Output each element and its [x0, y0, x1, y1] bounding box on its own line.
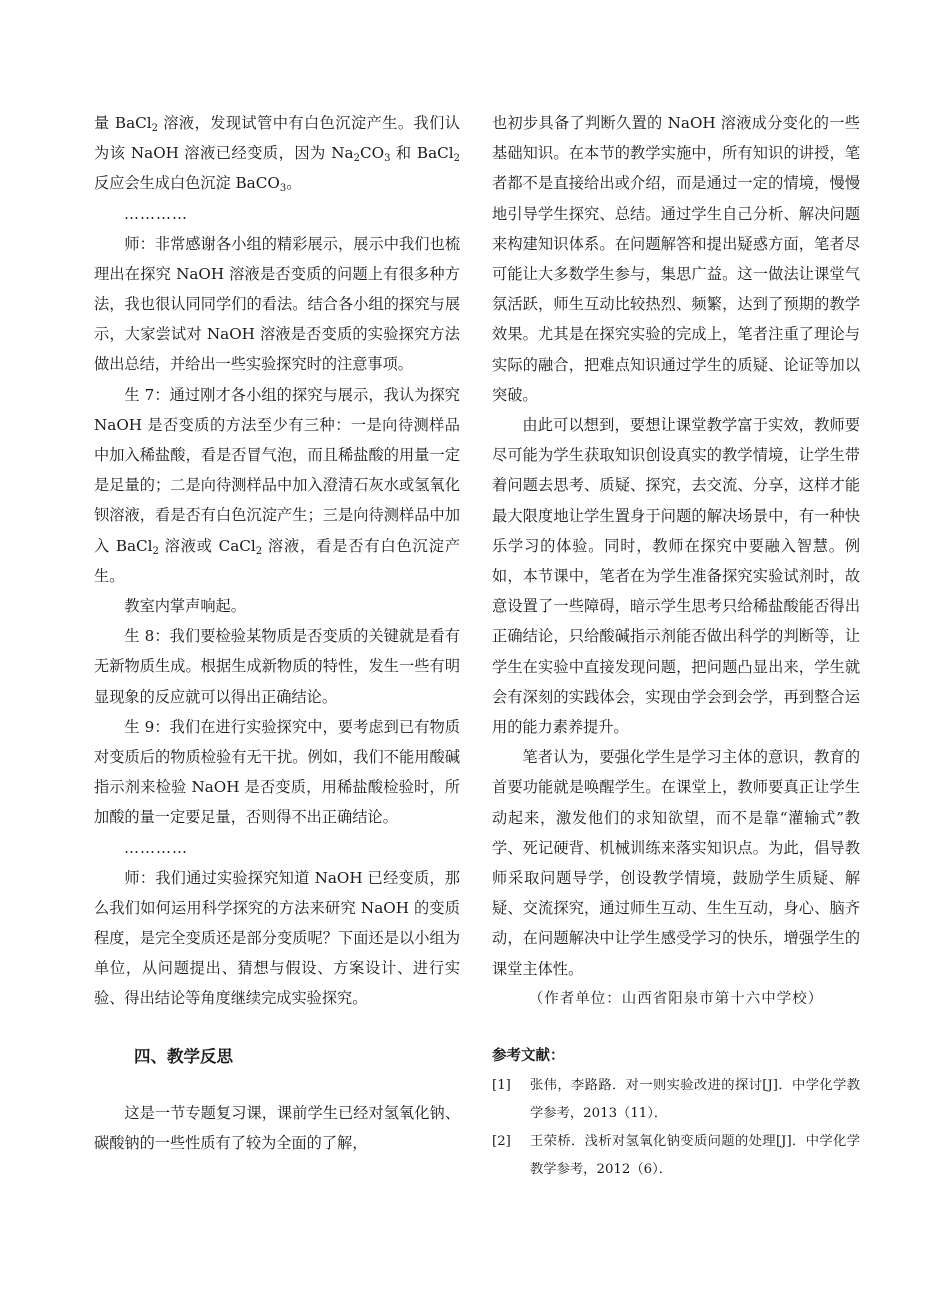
- paragraph-bacl2-test: 量 BaCl$_2$ 溶液，发现试管中有白色沉淀产生。我们认为该 NaOH 溶液已经变质，因为 $Na_2CO_3$ 和 BaCl$_2$ 反应会生成白色沉淀 BaCO$_3$。: [94, 114, 460, 195]
- references-heading: 参考文献：: [492, 1047, 565, 1064]
- reference-item: [492, 1128, 860, 1184]
- reference-text: 王荣桥．浅析对氢氧化钠变质问题的处理[J]．中学化学教学参考，2012（6）．: [530, 1133, 860, 1177]
- reference-item: [492, 1072, 860, 1128]
- left-column: [94, 108, 460, 1158]
- ellipsis-divider: …………: [124, 838, 188, 857]
- paragraph-student-8: 生 8：我们要检验某物质是否变质的关键就是看有无新物质生成。根据生成新物质的特性，发生一些有明显现象的反应就可以得出正确结论。: [94, 627, 460, 706]
- paragraph-teacher-degree: 师：我们通过实验探究知道 NaOH 已经变质，那么我们如何运用科学探究的方法来研究 NaOH 的变质程度，是完全变质还是部分变质呢？下面还是以小组为单位，从问题提出、猜想与假设、方案设计、进行实验、得出结论等角度继续完成实验探究。: [94, 868, 460, 1008]
- paragraph-student-9: 生 9：我们在进行实验探究中，要考虑到已有物质对变质后的物质检验有无干扰。例如，我们不能用酸碱指示剂来检验 NaOH 是否变质，用稀盐酸检验时，所加酸的量一定要足量，否则得不出正确结论。: [94, 717, 460, 827]
- paragraph-student-7: 生 7：通过刚才各小组的探究与展示，我认为探究 NaOH 是否变质的方法至少有三种：一是向待测样品中加入稀盐酸，看是否冒气泡，而且稀盐酸的用量一定是足量的；二是向待测样品中加入澄清石灰水或氢氧化钡溶液，看是否有白色沉淀产生；三是向待测样品中加入 BaCl$_2$ 溶液或 CaCl$_2$ 溶液，看是否有白色沉淀产生。: [94, 385, 461, 585]
- paragraph-reflection-3: 笔者认为，要强化学生是学习主体的意识，教育的首要功能就是唤醒学生。在课堂上，教师要真正让学生动起来，激发他们的求知欲望，而不是靠“灌输式”教学、死记硬背、机械训练来落实知识点。为此，倡导教师采取问题导学，创设教学情境，鼓励学生质疑、解疑、交流探究，通过师生互动、生生互动，身心、脑齐动，在问题解决中让学生感受学习的快乐，增强学生的课堂主体性。: [492, 748, 860, 978]
- author-affiliation: （作者单位：山西省阳泉市第十六中学校）: [528, 990, 824, 1007]
- section-heading: 四、教学反思: [134, 1046, 233, 1066]
- paragraph-teacher-summary: 师：非常感谢各小组的精彩展示，展示中我们也梳理出在探究 NaOH 溶液是否变质的问题上有很多种方法，我也很认同同学们的看法。结合各小组的探究与展示，大家尝试对 NaOH 溶液是否变质的实验探究方法做出总结，并给出一些实验探究时的注意事项。: [94, 234, 460, 374]
- reference-number: [2]: [492, 1133, 511, 1149]
- reference-number: [1]: [492, 1077, 511, 1093]
- paragraph-reflection-start: 这是一节专题复习课，课前学生已经对氢氧化钠、碳酸钠的一些性质有了较为全面的了解，: [94, 1103, 460, 1152]
- ellipsis-divider: …………: [124, 204, 188, 223]
- paragraph-applause: 教室内掌声响起。: [124, 597, 246, 616]
- right-column: [492, 108, 860, 1184]
- reference-text: 张伟，李路路．对一则实验改进的探讨[J]．中学化学教学参考，2013（11）．: [530, 1077, 860, 1121]
- paragraph-reflection-2: 由此可以想到，要想让课堂教学富于实效，教师要尽可能为学生获取知识创设真实的教学情境，让学生带着问题去思考、质疑、探究，去交流、分享，这样才能最大限度地让学生置身于问题的解决场景中，有一种快乐学习的体验。同时，教师在探究中要融入智慧。例如，本节课中，笔者在为学生准备探究实验试剂时，故意设置了一些障碍，暗示学生思考只给稀盐酸能否得出正确结论，只给酸碱指示剂能否做出科学的判断等，让学生在实验中直接发现问题，把问题凸显出来，学生就会有深刻的实践体会，实现由学会到会学，再到整合运用的能力素养提升。: [492, 416, 860, 737]
- paragraph-reflection-continued: 也初步具备了判断久置的 NaOH 溶液成分变化的一些基础知识。在本节的教学实施中，所有知识的讲授，笔者都不是直接给出或介绍，而是通过一定的情境，慢慢地引导学生探究、总结。通过学生自己分析、解决问题来构建知识体系。在问题解答和提出疑惑方面，笔者尽可能让大多数学生参与，集思广益。这一做法让课堂气氛活跃，师生互动比较热烈、频繁，达到了预期的教学效果。尤其是在探究实验的完成上，笔者注重了理论与实际的融合，把难点知识通过学生的质疑、论证等加以突破。: [492, 114, 860, 404]
